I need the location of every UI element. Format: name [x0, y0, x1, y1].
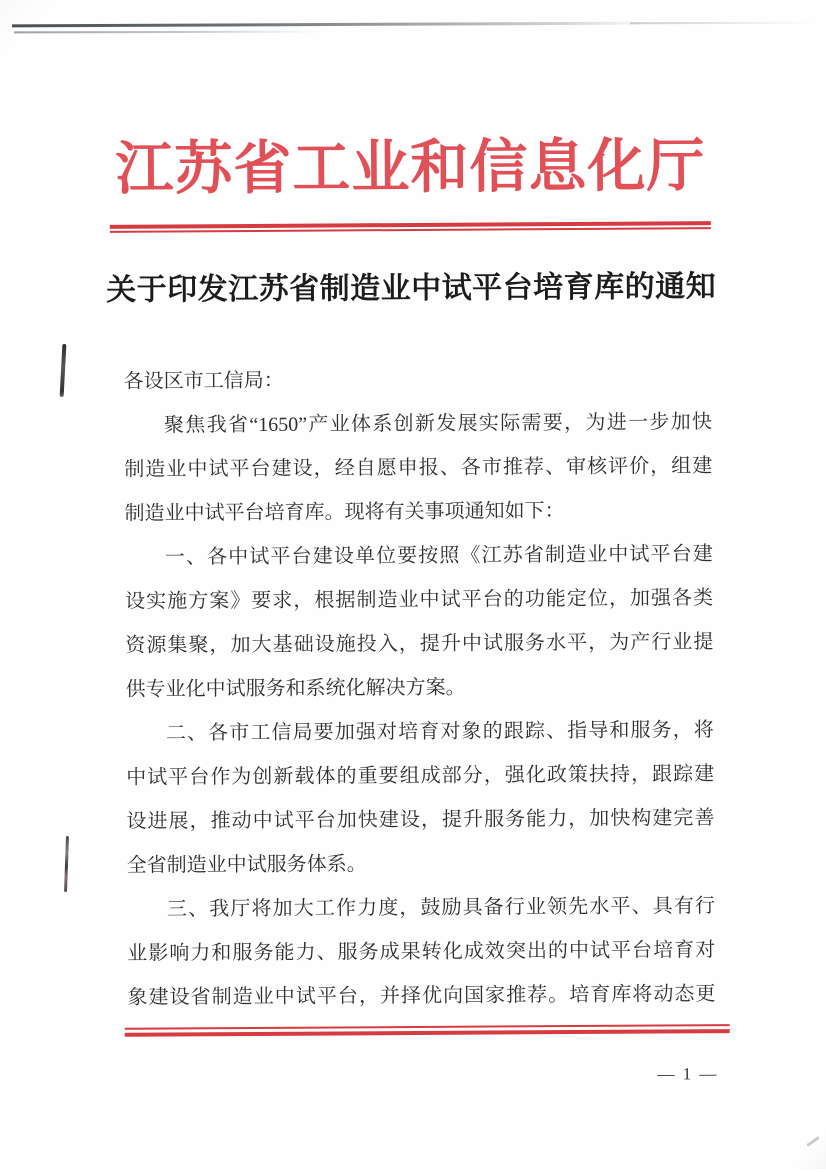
body-line: 各设区市工信局：: [123, 369, 284, 393]
body-line: 聚焦我省“1650”产业体系创新发展实际需要，为进一步加快: [163, 411, 713, 437]
body-lines-container: [124, 356, 716, 1020]
agency-header-title: 江苏省工业和信息化厅: [115, 133, 706, 202]
body-line: 象建设省制造业中试平台，并择优向国家推荐。培育库将动态更: [127, 983, 716, 1009]
body-line: 中试平台作为创新载体的重要组成部分，强化政策扶持，跟踪建: [126, 763, 715, 789]
body-line: 全省制造业中试服务体系。: [126, 853, 367, 877]
red-header-separator-rule: [110, 221, 711, 233]
document-title: 关于印发江苏省制造业中试平台培育库的通知: [106, 270, 717, 307]
body-line: 业影响力和服务能力、服务成果转化成效突出的中试平台培育对: [127, 939, 716, 965]
page-number: — 1 —: [657, 1064, 719, 1084]
document-body: [124, 356, 716, 1020]
body-line: 设进展，推动中试平台加快建设，提升服务能力，加快构建完善: [126, 807, 715, 833]
body-line: 设实施方案》要求，根据制造业中试平台的功能定位，加强各类: [125, 587, 714, 613]
body-line: 三、我厅将加大工作力度，鼓励具备行业领先水平、具有行: [166, 895, 716, 921]
red-footer-separator-rule: [125, 1024, 730, 1037]
body-line: 制造业中试平台建设，经自愿申报、各市推荐、审核评价，组建: [124, 455, 713, 481]
body-line: 资源集聚，加大基础设施投入，提升中试服务水平，为产行业提: [125, 631, 714, 657]
body-line: 一、各中试平台建设单位要按照《江苏省制造业中试平台建: [164, 543, 713, 569]
body-line: 供专业化中试服务和系统化解决方案。: [125, 676, 466, 701]
body-line: 制造业中试平台培育库。现将有关事项通知如下：: [124, 500, 565, 525]
body-line: 二、各市工信局要加强对培育对象的跟踪、指导和服务，将: [165, 719, 714, 745]
